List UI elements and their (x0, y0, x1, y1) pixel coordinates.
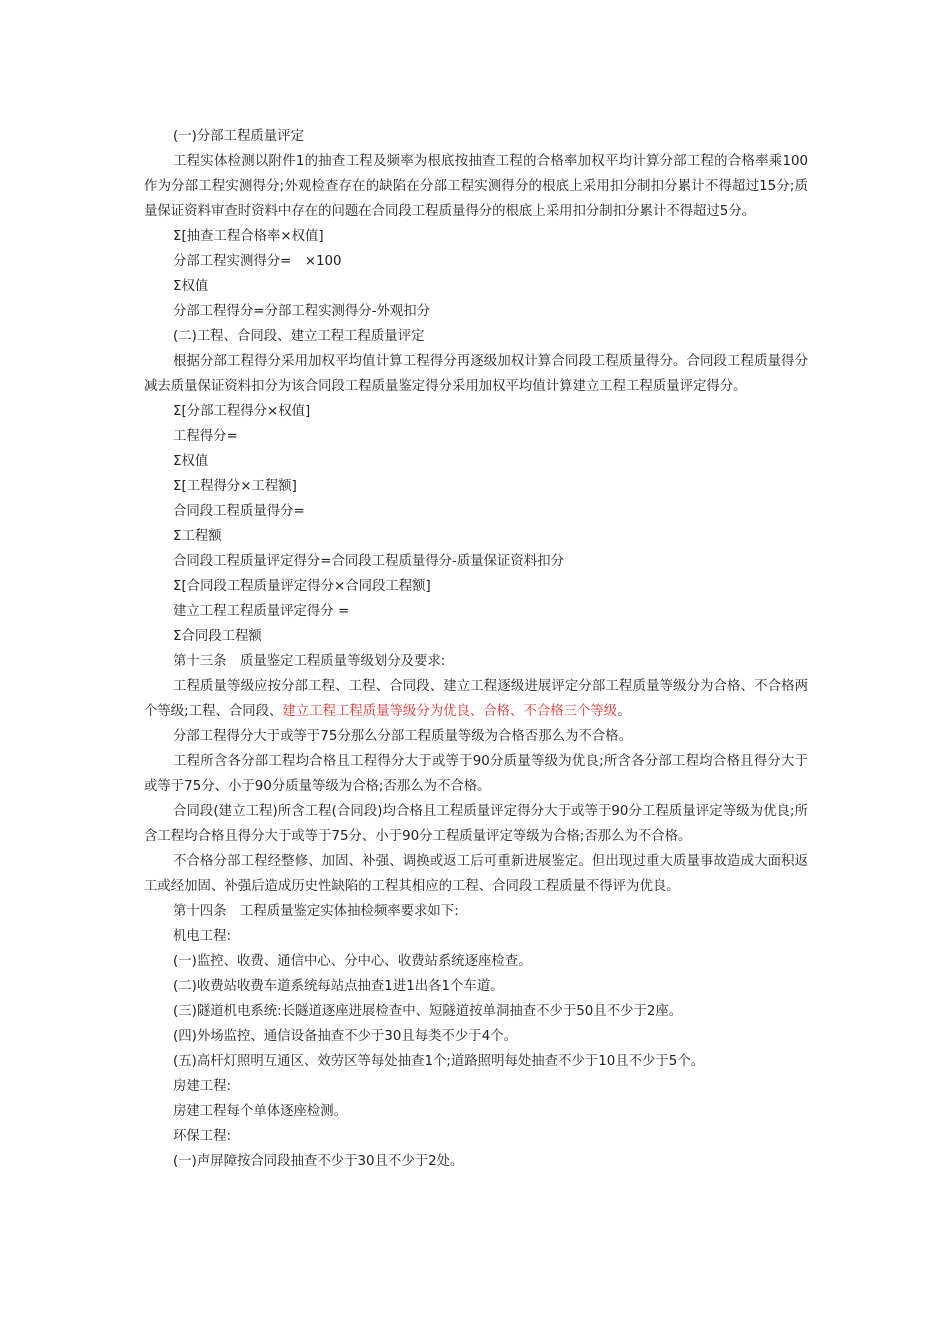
mechanical-item-4: (四)外场监控、通信设备抽查不少于30且每类不少于4个。 (173, 1029, 517, 1044)
paragraph-project-rules: 根据分部工程得分采用加权平均值计算工程得分再逐级加权计算合同段工程质量得分。合同段工程质量得分减去质量保证资料扣分为该合同段工程质量鉴定得分采用加权平均值计算建立工程工程质量评定得分。 (144, 354, 808, 394)
mechanical-item-2: (二)收费站收费车道系统每站点抽查1进1出各1个车道。 (173, 979, 504, 994)
article-13-p1-text-b: 。 (617, 704, 631, 719)
article-13-paragraph-1 (144, 674, 808, 724)
section-heading-subproject: (一)分部工程质量评定 (173, 129, 304, 144)
article-13-paragraph-4: 合同段(建立工程)所含工程(合同段)均合格且工程质量评定得分大于或等于90分工程质量评定等级为优良;所含工程均合格且得分大于或等于75分、小于90分工程质量评定等级为合格;否那么为不合格。 (144, 804, 808, 844)
formula-1-denominator: Σ权值 (173, 279, 209, 294)
mechanical-item-5: (五)高杆灯照明互通区、效劳区等每处抽查1个;道路照明每处抽查不少于10且不少于5个。 (173, 1054, 705, 1069)
formula-6-denominator: Σ合同段工程额 (173, 629, 262, 644)
section-heading-project: (二)工程、合同段、建立工程工程质量评定 (173, 329, 425, 344)
document-page (144, 124, 808, 1174)
formula-1-numerator: Σ[抽查工程合格率×权值] (173, 229, 324, 244)
article-13-paragraph-3: 工程所含各分部工程均合格且工程得分大于或等于90分质量等级为优良;所含各分部工程均合格且得分大于或等于75分、小于90分质量等级为合格;否那么为不合格。 (144, 754, 808, 794)
formula-4-numerator: Σ[工程得分×工程额] (173, 479, 297, 494)
article-13-p1-highlight: 建立工程工程质量等级分为优良、合格、不合格三个等级 (282, 704, 618, 719)
mechanical-item-3: (三)隧道机电系统:长隧道逐座进展检查中、短隧道按单洞抽查不少于50且不少于2座。 (173, 1004, 683, 1019)
formula-4-denominator: Σ工程额 (173, 529, 222, 544)
formula-5: 合同段工程质量评定得分=合同段工程质量得分-质量保证资料扣分 (173, 554, 564, 569)
mechanical-heading: 机电工程: (173, 929, 232, 944)
paragraph-subproject-rules: 工程实体检测以附件1的抽查工程及频率为根底按抽查工程的合格率加权平均计算分部工程的合格率乘100作为分部工程实测得分;外观检查存在的缺陷在分部工程实测得分的根底上采用扣分制扣分累计不得超过15分;质量保证资料审查时资料中存在的问题在合同段工程质量得分的根底上采用扣分制扣分累计不得超过5分。 (144, 154, 808, 219)
environment-item-1: (一)声屏障按合同段抽查不少于30且不少于2处。 (173, 1154, 464, 1169)
environment-heading: 环保工程: (173, 1129, 232, 1144)
formula-3-equation: 工程得分= (173, 429, 238, 444)
article-13-paragraph-2: 分部工程得分大于或等于75分那么分部工程质量等级为合格否那么为不合格。 (173, 729, 632, 744)
housing-item-1: 房建工程每个单体逐座检测。 (173, 1104, 348, 1119)
mechanical-item-1: (一)监控、收费、通信中心、分中心、收费站系统逐座检查。 (173, 954, 532, 969)
formula-6-equation: 建立工程工程质量评定得分 = (173, 604, 350, 619)
article-13-title: 第十三条 质量鉴定工程质量等级划分及要求: (173, 654, 446, 669)
article-13-p1-text-a: 工程质量等级应按分部工程、工程、合同段、建立工程逐级进展评定分部工程质量等级分为合格、不合格两个等级;工程、合同段、 (144, 679, 808, 719)
article-14-title: 第十四条 工程质量鉴定实体抽检频率要求如下: (173, 904, 459, 919)
formula-4-equation: 合同段工程质量得分= (173, 504, 305, 519)
formula-6-numerator: Σ[合同段工程质量评定得分×合同段工程额] (173, 579, 431, 594)
formula-3-denominator: Σ权值 (173, 454, 209, 469)
formula-1-equation: 分部工程实测得分= ×100 (173, 254, 342, 269)
article-13-paragraph-5: 不合格分部工程经整修、加固、补强、调换或返工后可重新进展鉴定。但出现过重大质量事故造成大面积返工或经加固、补强后造成历史性缺陷的工程其相应的工程、合同段工程质量不得评为优良。 (144, 854, 808, 894)
formula-2: 分部工程得分=分部工程实测得分-外观扣分 (173, 304, 431, 319)
formula-3-numerator: Σ[分部工程得分×权值] (173, 404, 311, 419)
housing-heading: 房建工程: (173, 1079, 232, 1094)
